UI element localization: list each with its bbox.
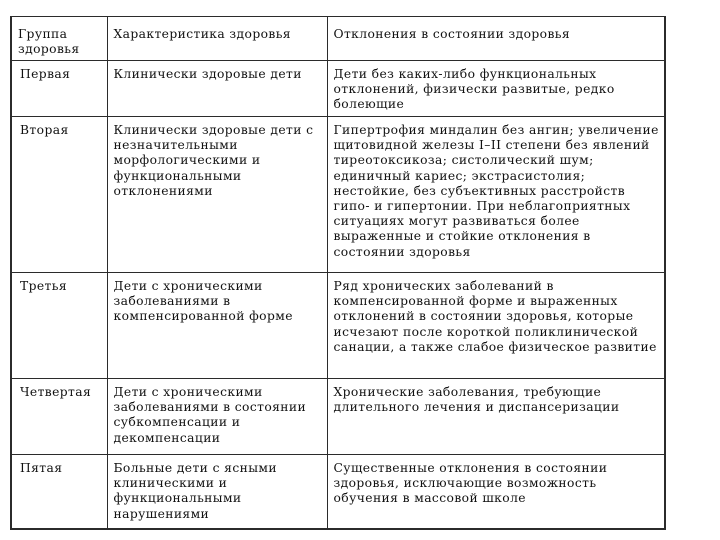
- table-row: [11, 61, 665, 117]
- cell-characteristic: Клинически здоровые дети: [107, 61, 327, 117]
- table-row: [11, 273, 665, 379]
- table-header: [11, 17, 665, 61]
- header-characteristic: Характеристика здоровья: [107, 17, 327, 61]
- cell-group: Третья: [11, 273, 107, 379]
- cell-group: Первая: [11, 61, 107, 117]
- cell-characteristic: Дети с хроническими заболеваниями в компенсированной форме: [107, 273, 327, 379]
- table-row: [11, 379, 665, 455]
- cell-group: Четвертая: [11, 379, 107, 455]
- cell-deviations: Гипертрофия миндалин без ангин; увеличение щитовидной железы I–II степени без явлений тиреотоксикоза; систолический шум; единичный кариес; экстрасистолия; нестойкие, без субъективных расстройств гипо- и гипертонии. При неблагоприятных ситуациях могут развиваться более выраженные и стойкие отклонения в состоянии здоровья: [327, 117, 665, 273]
- header-row: [11, 17, 665, 61]
- header-deviations: Отклонения в состоянии здоровья: [327, 17, 665, 61]
- table-row: [11, 117, 665, 273]
- table-row: [11, 455, 665, 529]
- cell-deviations: Существенные отклонения в состоянии здоровья, исключающие возможность обучения в массовой школе: [327, 455, 665, 529]
- cell-deviations: Дети без каких-либо функциональных отклонений, физически развитые, редко болеющие: [327, 61, 665, 117]
- cell-deviations: Ряд хронических заболеваний в компенсированной форме и выраженных отклонений в состоянии здоровья, которые исчезают после короткой поликлинической санации, а также слабое физическое развитие: [327, 273, 665, 379]
- header-group: Группа здоровья: [11, 17, 107, 61]
- cell-group: Пятая: [11, 455, 107, 529]
- cell-deviations: Хронические заболевания, требующие длительного лечения и диспансеризации: [327, 379, 665, 455]
- table-body: [11, 61, 665, 529]
- health-groups-table: [10, 16, 666, 530]
- cell-group: Вторая: [11, 117, 107, 273]
- cell-characteristic: Больные дети с ясными клиническими и функциональными нарушениями: [107, 455, 327, 529]
- cell-characteristic: Клинически здоровые дети с незначительными морфологическими и функциональными отклонениями: [107, 117, 327, 273]
- cell-characteristic: Дети с хроническими заболеваниями в состоянии субкомпенсации и декомпенсации: [107, 379, 327, 455]
